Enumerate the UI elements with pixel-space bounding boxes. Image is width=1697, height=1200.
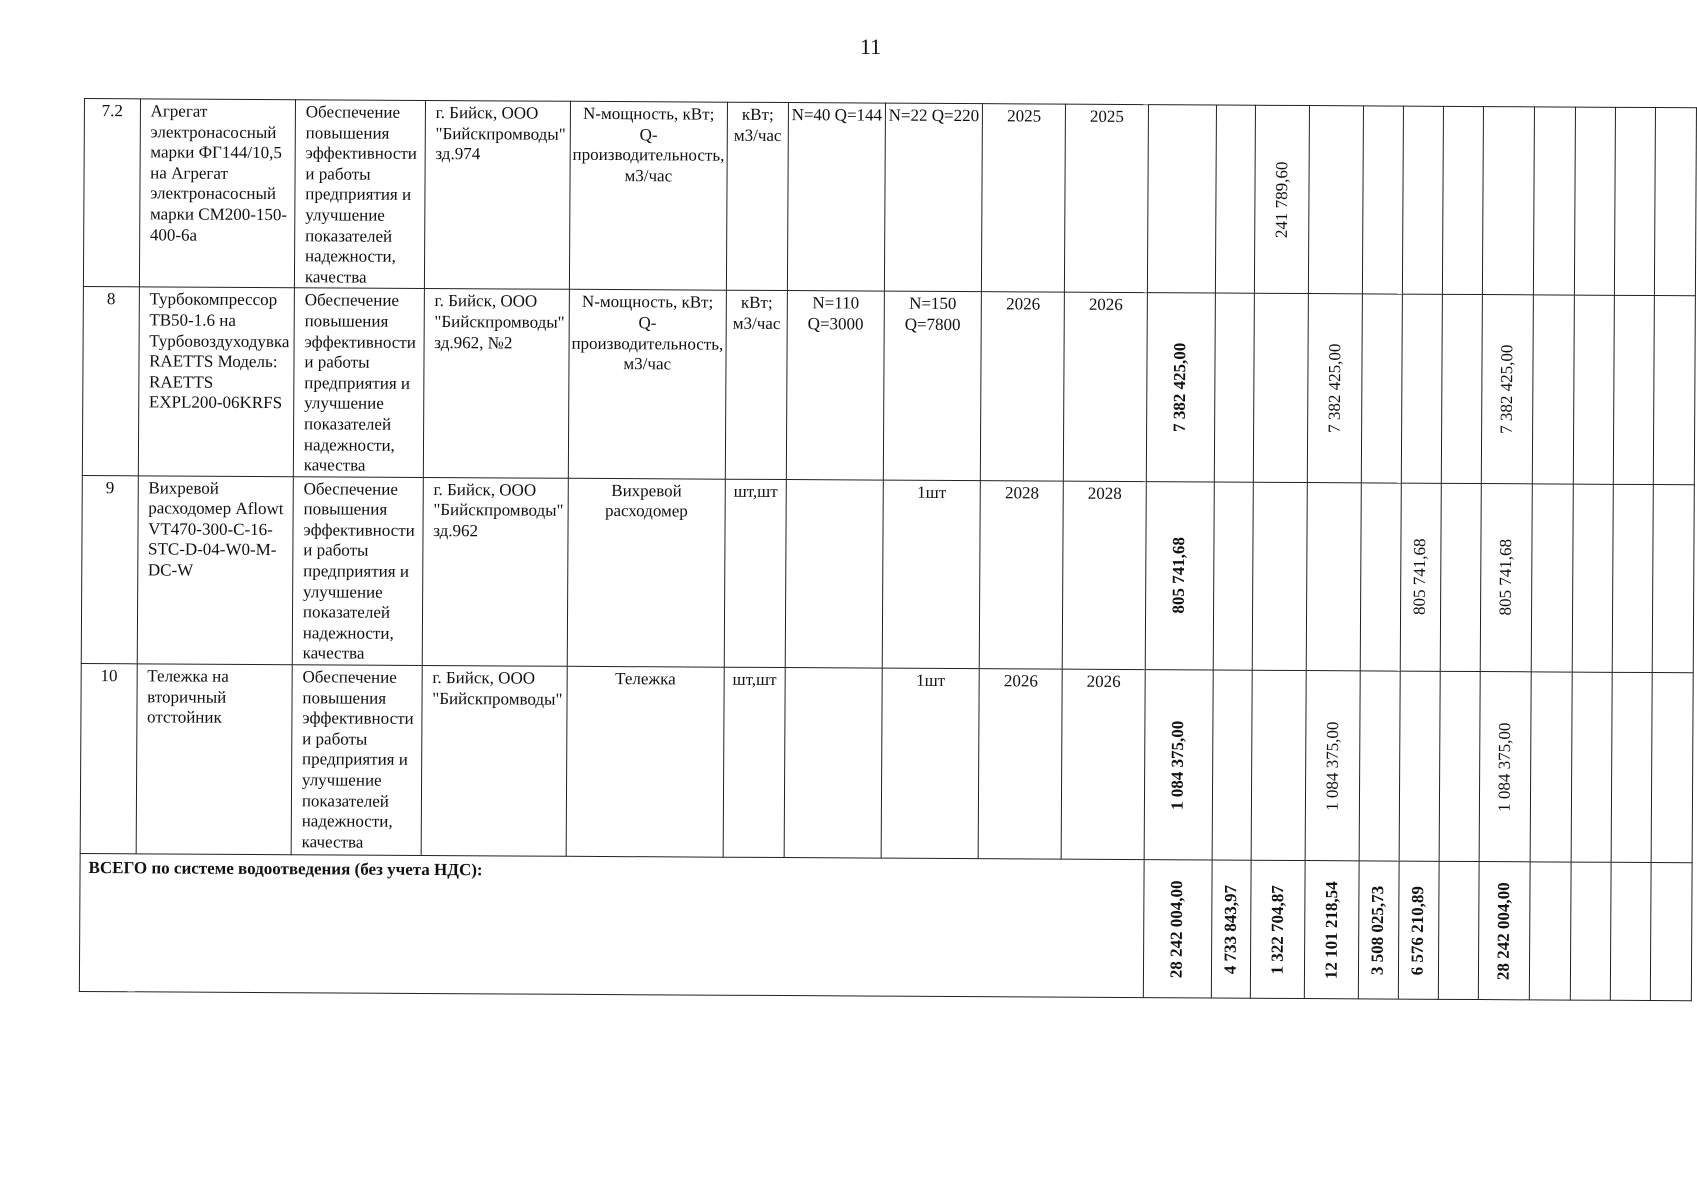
cost-cell bbox=[1613, 296, 1654, 485]
table-row bbox=[80, 664, 1693, 863]
value-before bbox=[784, 668, 882, 859]
cost-cell bbox=[1531, 484, 1572, 673]
year-start: 2026 bbox=[981, 292, 1065, 481]
cost-cell bbox=[1215, 105, 1256, 294]
cost-cell bbox=[1145, 481, 1214, 670]
purpose-text: Обеспечение повышения эффективности и работы предприятия и улучшение показателей надежности, качества bbox=[294, 100, 425, 289]
location-text: г. Бийск, ООО "Бийскпромводы" зд.974 bbox=[424, 100, 570, 289]
value-after: N=22 Q=220 bbox=[884, 103, 983, 292]
row-number: 8 bbox=[82, 287, 139, 476]
cost-cell bbox=[1612, 484, 1653, 673]
total-cost-value: 28 242 004,00 bbox=[1493, 881, 1514, 980]
total-cost-cell bbox=[1479, 862, 1531, 1000]
year-start: 2025 bbox=[982, 104, 1066, 293]
cost-value: 805 741,68 bbox=[1409, 538, 1430, 616]
cost-cell bbox=[1533, 295, 1574, 484]
purpose-text: Обеспечение повышения эффективности и работы предприятия и улучшение показателей надежности, качества bbox=[291, 665, 422, 856]
total-cost-value: 6 576 210,89 bbox=[1407, 885, 1428, 975]
location-text: г. Бийск, ООО "Бийскпромводы" bbox=[421, 665, 567, 856]
cost-cell bbox=[1481, 483, 1533, 672]
total-cost-cell bbox=[1570, 862, 1611, 1000]
cost-cell bbox=[1482, 295, 1534, 484]
cost-value: 7 382 425,00 bbox=[1324, 343, 1344, 433]
row-number: 7.2 bbox=[83, 99, 140, 288]
cost-value: 1 084 375,00 bbox=[1167, 720, 1188, 810]
value-before: N=110 Q=3000 bbox=[786, 291, 884, 480]
parameter-text: Вихревой расходомер bbox=[567, 478, 725, 667]
year-end: 2026 bbox=[1062, 669, 1145, 859]
cost-value: 7 382 425,00 bbox=[1170, 342, 1190, 433]
total-cost-cell bbox=[1438, 861, 1479, 999]
year-end: 2028 bbox=[1063, 481, 1146, 670]
total-cost-value: 28 242 004,00 bbox=[1166, 879, 1187, 978]
cost-cell bbox=[1359, 671, 1400, 861]
unit-text: шт,шт bbox=[723, 667, 786, 857]
equipment-name: Агрегат электронасосный марки ФГ144/10,5 на Агрегат электронасосный марки СМ200-150-400-6а bbox=[139, 99, 295, 288]
value-after: N=150 Q=7800 bbox=[883, 291, 982, 480]
cost-cell bbox=[1254, 294, 1309, 483]
cost-cell bbox=[1255, 105, 1310, 294]
value-after: 1шт bbox=[882, 480, 981, 669]
cost-value: 7 382 425,00 bbox=[1497, 344, 1517, 434]
purpose-text: Обеспечение повышения эффективности и работы предприятия и улучшение показателей надежности, качества bbox=[292, 476, 423, 665]
cost-cell bbox=[1440, 483, 1481, 672]
cost-cell bbox=[1308, 294, 1363, 483]
cost-cell bbox=[1147, 105, 1216, 294]
total-cost-value: 1 322 704,87 bbox=[1267, 884, 1287, 975]
unit-text: кВт; м3/час bbox=[725, 291, 788, 480]
cost-cell bbox=[1653, 484, 1695, 673]
parameter-text: Тележка bbox=[566, 666, 724, 857]
total-cost-cell bbox=[1358, 861, 1398, 999]
table-row bbox=[83, 99, 1696, 297]
cost-cell bbox=[1654, 296, 1696, 485]
cost-cell bbox=[1306, 482, 1361, 671]
equipment-name: Тележка на вторичный отстойник bbox=[136, 664, 292, 855]
cost-cell bbox=[1614, 107, 1655, 296]
cost-cell bbox=[1212, 670, 1253, 860]
cost-cell bbox=[1479, 672, 1531, 862]
cost-cell bbox=[1400, 483, 1441, 672]
cost-cell bbox=[1399, 671, 1440, 861]
value-after: 1шт bbox=[881, 668, 980, 859]
row-number: 10 bbox=[80, 664, 137, 854]
total-row bbox=[79, 854, 1692, 1001]
cost-cell bbox=[1571, 672, 1612, 862]
year-start: 2026 bbox=[978, 669, 1062, 859]
total-cost-cell bbox=[1398, 861, 1439, 999]
equipment-name: Турбокомпрессор ТВ50-1.6 на Турбовоздуходувка RAETTS Модель: RAETTS EXPL200-06KRFS bbox=[138, 287, 294, 476]
cost-cell bbox=[1214, 293, 1255, 482]
cost-cell bbox=[1442, 106, 1483, 295]
cost-cell bbox=[1251, 670, 1306, 860]
unit-text: кВт; м3/час bbox=[726, 102, 789, 291]
investment-table bbox=[79, 98, 1697, 1001]
year-start: 2028 bbox=[979, 480, 1063, 669]
location-text: г. Бийск, ООО "Бийскпромводы" зд.962, №2 bbox=[423, 289, 569, 478]
cost-cell bbox=[1655, 108, 1697, 297]
year-end: 2026 bbox=[1064, 292, 1147, 481]
cost-cell bbox=[1360, 483, 1401, 672]
parameter-text: N-мощность, кВт; Q-производительность, м3/час bbox=[568, 290, 726, 479]
total-cost-cell bbox=[1143, 860, 1212, 998]
table-row bbox=[81, 475, 1694, 673]
year-end: 2025 bbox=[1065, 104, 1148, 293]
total-cost-cell bbox=[1251, 860, 1306, 998]
cost-value: 241 789,60 bbox=[1271, 161, 1292, 238]
cost-value: 1 084 375,00 bbox=[1322, 721, 1342, 811]
cost-cell bbox=[1652, 673, 1694, 863]
cost-cell bbox=[1439, 671, 1480, 861]
cost-cell bbox=[1574, 107, 1615, 296]
total-cost-cell bbox=[1651, 863, 1692, 1001]
row-number: 9 bbox=[81, 475, 138, 664]
total-cost-value: 4 733 843,97 bbox=[1220, 884, 1241, 974]
cost-value: 805 741,68 bbox=[1169, 537, 1189, 614]
purpose-text: Обеспечение повышения эффективности и работы предприятия и улучшение показателей надежности, качества bbox=[293, 288, 424, 477]
total-cost-value: 12 101 218,54 bbox=[1321, 880, 1341, 979]
cost-cell bbox=[1361, 294, 1402, 483]
total-cost-value: 3 508 025,73 bbox=[1367, 885, 1388, 975]
cost-cell bbox=[1253, 482, 1308, 671]
cost-cell bbox=[1572, 484, 1613, 673]
value-before bbox=[785, 479, 883, 668]
total-cost-cell bbox=[1530, 862, 1571, 1000]
equipment-name: Вихревой расходомер Aflowt VT470-300-C-16-STC-D-04-W0-M-DC-W bbox=[137, 476, 293, 665]
value-before: N=40 Q=144 bbox=[788, 103, 886, 292]
cost-cell bbox=[1213, 482, 1254, 671]
cost-cell bbox=[1611, 672, 1652, 862]
parameter-text: N-мощность, кВт; Q-производительность, м3/час bbox=[569, 101, 727, 290]
cost-cell bbox=[1573, 295, 1614, 484]
unit-text: шт,шт bbox=[724, 479, 787, 668]
cost-value: 1 084 375,00 bbox=[1494, 722, 1515, 812]
cost-value: 805 741,68 bbox=[1496, 539, 1516, 616]
total-label: ВСЕГО по системе водоотведения (без учета НДС): bbox=[79, 854, 1143, 998]
total-cost-cell bbox=[1305, 861, 1360, 999]
cost-cell bbox=[1309, 106, 1364, 295]
table-row bbox=[82, 287, 1695, 485]
cost-cell bbox=[1530, 672, 1571, 862]
total-cost-cell bbox=[1610, 862, 1651, 1000]
total-cost-cell bbox=[1211, 860, 1251, 998]
location-text: г. Бийск, ООО "Бийскпромводы" зд.962 bbox=[422, 477, 568, 666]
cost-cell bbox=[1402, 106, 1443, 295]
cost-cell bbox=[1483, 107, 1535, 296]
cost-cell bbox=[1305, 671, 1360, 861]
cost-cell bbox=[1146, 293, 1215, 482]
cost-cell bbox=[1441, 295, 1482, 484]
page-number: 11 bbox=[860, 34, 882, 59]
cost-cell bbox=[1362, 106, 1403, 295]
cost-cell bbox=[1534, 107, 1575, 296]
cost-cell bbox=[1401, 294, 1442, 483]
cost-cell bbox=[1144, 670, 1213, 860]
